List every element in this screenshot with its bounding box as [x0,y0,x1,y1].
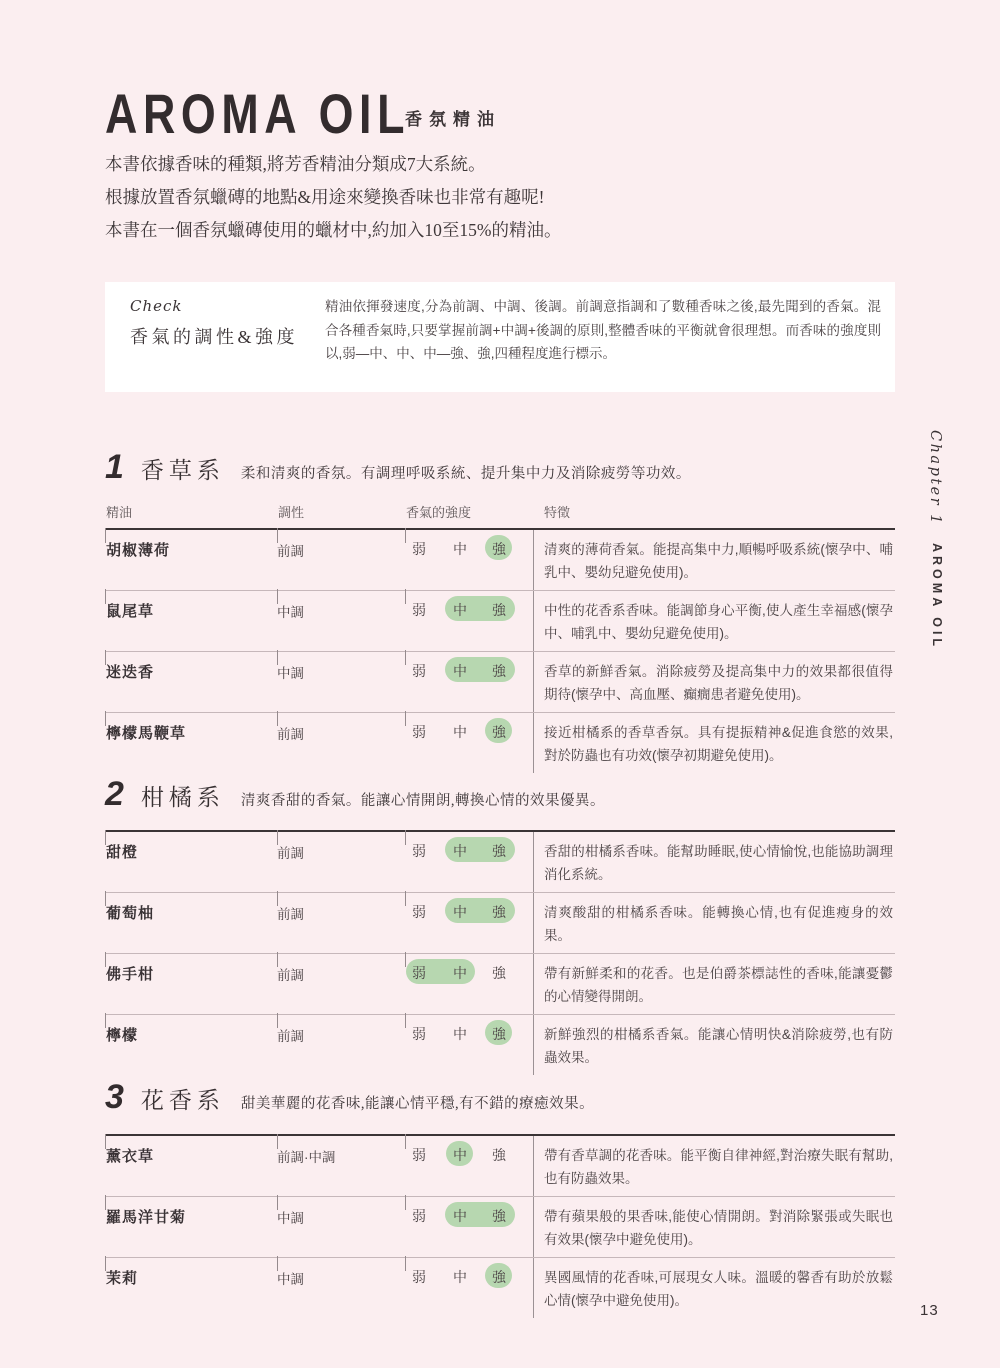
strength-indicator [405,893,533,953]
strength-weak-label: 弱 [412,602,426,618]
strength-weak-label: 弱 [412,904,426,920]
oil-name: 茉莉 [106,1270,139,1287]
strength-strong-label: 強 [492,904,506,920]
section-description: 甜美華麗的花香味,能讓心情平穩,有不錯的療癒效果。 [240,1096,595,1112]
oil-name: 甜橙 [106,844,139,861]
column-tick [277,650,278,665]
strength-weak-label: 弱 [412,1026,426,1042]
strength-indicator [405,954,533,1014]
column-tick [105,528,106,543]
page-number: 13 [920,1302,939,1319]
check-info-box [105,282,895,392]
strength-mid-label: 中 [453,541,467,557]
strength-indicator [405,713,533,773]
column-tick [277,528,278,543]
column-header-features: 特徵 [544,505,571,520]
strength-weak-label: 弱 [412,1269,426,1285]
column-tick [105,891,106,906]
strength-strong-label: 強 [492,663,506,679]
strength-weak-label: 弱 [412,663,426,679]
strength-indicator [405,1197,533,1257]
strength-indicator [405,1258,533,1318]
strength-strong-label: 強 [492,1147,506,1163]
chapter-label: Chapter 1 [927,430,943,527]
section-herb [105,448,895,763]
table-row [105,530,895,590]
chapter-title: AROMA OIL [930,543,944,651]
section-number: 3 [105,1078,124,1116]
column-header-oil: 精油 [106,505,133,520]
column-tick [277,589,278,604]
table-row [105,1136,895,1196]
column-tick [105,952,106,967]
strength-strong-label: 強 [492,1269,506,1285]
check-body-text: 精油依揮發速度,分為前調、中調、後調。前調意指調和了數種香味之後,最先聞到的香氣。混合各種香氣時,只要掌握前調+中調+後調的原則,整體香味的平衡就會很理想。而香味的強度則以,弱—中、中、中—強、強,四種程度進行標示。 [325,299,881,361]
strength-mid-label: 中 [453,1269,467,1285]
table-row [105,590,895,651]
oil-features: 香甜的柑橘系香味。能幫助睡眠,使心情愉悅,也能協助調理消化系統。 [533,832,895,892]
oil-tone: 中調 [277,1272,304,1287]
column-tick [105,1195,106,1210]
check-box-heading [130,297,298,349]
page-header [105,82,895,145]
strength-strong-label: 強 [492,724,506,740]
table-row [105,1257,895,1318]
table-row [105,953,895,1014]
strength-mid-label: 中 [453,724,467,740]
oil-name: 葡萄柚 [106,905,155,922]
intro-line: 根據放置香氛蠟磚的地點&用途來變換香味也非常有趣呢! [105,187,545,207]
section-citrus [105,775,895,1065]
column-header-tone: 調性 [278,505,305,520]
column-tick [277,952,278,967]
strength-mid-label: 中 [453,904,467,920]
strength-weak-label: 弱 [412,1147,426,1163]
oil-features: 新鮮強烈的柑橘系香氣。能讓心情明快&消除疲勞,也有防蟲效果。 [533,1015,895,1075]
section-number: 2 [105,775,124,813]
oil-name: 佛手柑 [106,966,155,983]
column-tick [105,1013,106,1028]
section-name: 香草系 [140,458,225,483]
oil-tone: 前調·中調 [277,1150,336,1165]
strength-strong-label: 強 [492,1026,506,1042]
strength-indicator [405,530,533,590]
column-tick [277,1195,278,1210]
table-row [105,832,895,892]
strength-mid-label: 中 [453,843,467,859]
section-description: 清爽香甜的香氣。能讓心情開朗,轉換心情的效果優異。 [240,793,606,809]
strength-strong-label: 強 [492,541,506,557]
oil-features: 接近柑橘系的香草香氛。具有提振精神&促進食慾的效果,對於防蟲也有功效(懷孕初期避免使用)。 [533,713,895,773]
strength-weak-label: 弱 [412,1208,426,1224]
section-header [105,448,895,487]
oil-name: 檸檬 [106,1027,139,1044]
intro-paragraph [105,148,561,247]
strength-weak-label: 弱 [412,843,426,859]
strength-weak-label: 弱 [412,724,426,740]
column-tick [105,589,106,604]
section-header [105,1078,895,1117]
oil-tone: 前調 [277,1029,304,1044]
section-name: 柑橘系 [140,785,225,810]
oil-name: 鼠尾草 [106,603,155,620]
oil-tone: 中調 [277,1211,304,1226]
oil-features: 中性的花香系香味。能調節身心平衡,使人產生幸福感(懷孕中、哺乳中、嬰幼兒避免使用)。 [533,591,895,651]
strength-weak-label: 弱 [412,965,426,981]
strength-indicator [405,652,533,712]
strength-strong-label: 強 [492,1208,506,1224]
oil-table [105,1134,895,1318]
oil-features: 清爽的薄荷香氣。能提高集中力,順暢呼吸系統(懷孕中、哺乳中、嬰幼兒避免使用)。 [533,530,895,590]
oil-table [105,830,895,1075]
column-tick [105,1256,106,1271]
table-row [105,1014,895,1075]
oil-features: 香草的新鮮香氣。消除疲勞及提高集中力的效果都很值得期待(懷孕中、高血壓、癲癇患者避免使用)。 [533,652,895,712]
intro-line: 本書在一個香氛蠟磚使用的蠟材中,約加入10至15%的精油。 [105,220,562,240]
oil-table [105,528,895,773]
page-title: AROMA OIL [105,82,411,145]
column-tick [277,830,278,845]
oil-tone: 前調 [277,544,304,559]
oil-name: 胡椒薄荷 [106,542,171,559]
strength-indicator [405,1015,533,1075]
oil-features: 帶有新鮮柔和的花香。也是伯爵茶標誌性的香味,能讓憂鬱的心情變得開朗。 [533,954,895,1014]
column-tick [277,1256,278,1271]
section-name: 花香系 [140,1088,225,1113]
oil-tone: 中調 [277,605,304,620]
strength-mid-label: 中 [453,602,467,618]
oil-name: 迷迭香 [106,664,155,681]
table-row [105,651,895,712]
strength-mid-label: 中 [453,663,467,679]
table-row [105,892,895,953]
strength-strong-label: 強 [492,965,506,981]
oil-tone: 前調 [277,968,304,983]
oil-features: 帶有香草調的花香味。能平衡自律神經,對治療失眠有幫助,也有防蟲效果。 [533,1136,895,1196]
oil-name: 羅馬洋甘菊 [106,1209,187,1226]
table-column-headers [105,502,895,521]
column-tick [277,1134,278,1149]
oil-tone: 前調 [277,907,304,922]
oil-name: 薰衣草 [106,1148,155,1165]
oil-tone: 前調 [277,727,304,742]
section-floral [105,1078,895,1308]
strength-indicator [405,832,533,892]
table-row [105,1196,895,1257]
column-tick [277,711,278,726]
strength-mid-label: 中 [453,965,467,981]
column-tick [105,711,106,726]
oil-tone: 中調 [277,666,304,681]
section-number: 1 [105,448,124,486]
page-subtitle: 香氛精油 [405,110,501,129]
strength-mid-label: 中 [453,1026,467,1042]
oil-features: 清爽酸甜的柑橘系香味。能轉換心情,也有促進瘦身的效果。 [533,893,895,953]
strength-weak-label: 弱 [412,541,426,557]
strength-indicator [405,591,533,651]
column-tick [105,1134,106,1149]
intro-line: 本書依據香味的種類,將芳香精油分類成7大系統。 [105,154,486,174]
column-tick [277,891,278,906]
column-tick [277,1013,278,1028]
oil-name: 檸檬馬鞭草 [106,725,187,742]
strength-mid-label: 中 [453,1208,467,1224]
oil-features: 帶有蘋果般的果香味,能使心情開朗。對消除緊張或失眠也有效果(懷孕中避免使用)。 [533,1197,895,1257]
strength-indicator [405,1136,533,1196]
strength-strong-label: 強 [492,843,506,859]
column-header-strength: 香氣的強度 [406,505,472,520]
section-description: 柔和清爽的香氛。有調理呼吸系統、提升集中力及消除疲勞等功效。 [240,466,691,482]
table-row [105,712,895,773]
column-tick [105,830,106,845]
check-title: 香氣的調性&強度 [130,327,299,347]
check-tag: Check [130,297,183,315]
section-header [105,775,895,814]
column-tick [105,650,106,665]
oil-features: 異國風情的花香味,可展現女人味。溫暖的馨香有助於放鬆心情(懷孕中避免使用)。 [533,1258,895,1318]
strength-strong-label: 強 [492,602,506,618]
strength-mid-label: 中 [453,1147,467,1163]
oil-tone: 前調 [277,846,304,861]
